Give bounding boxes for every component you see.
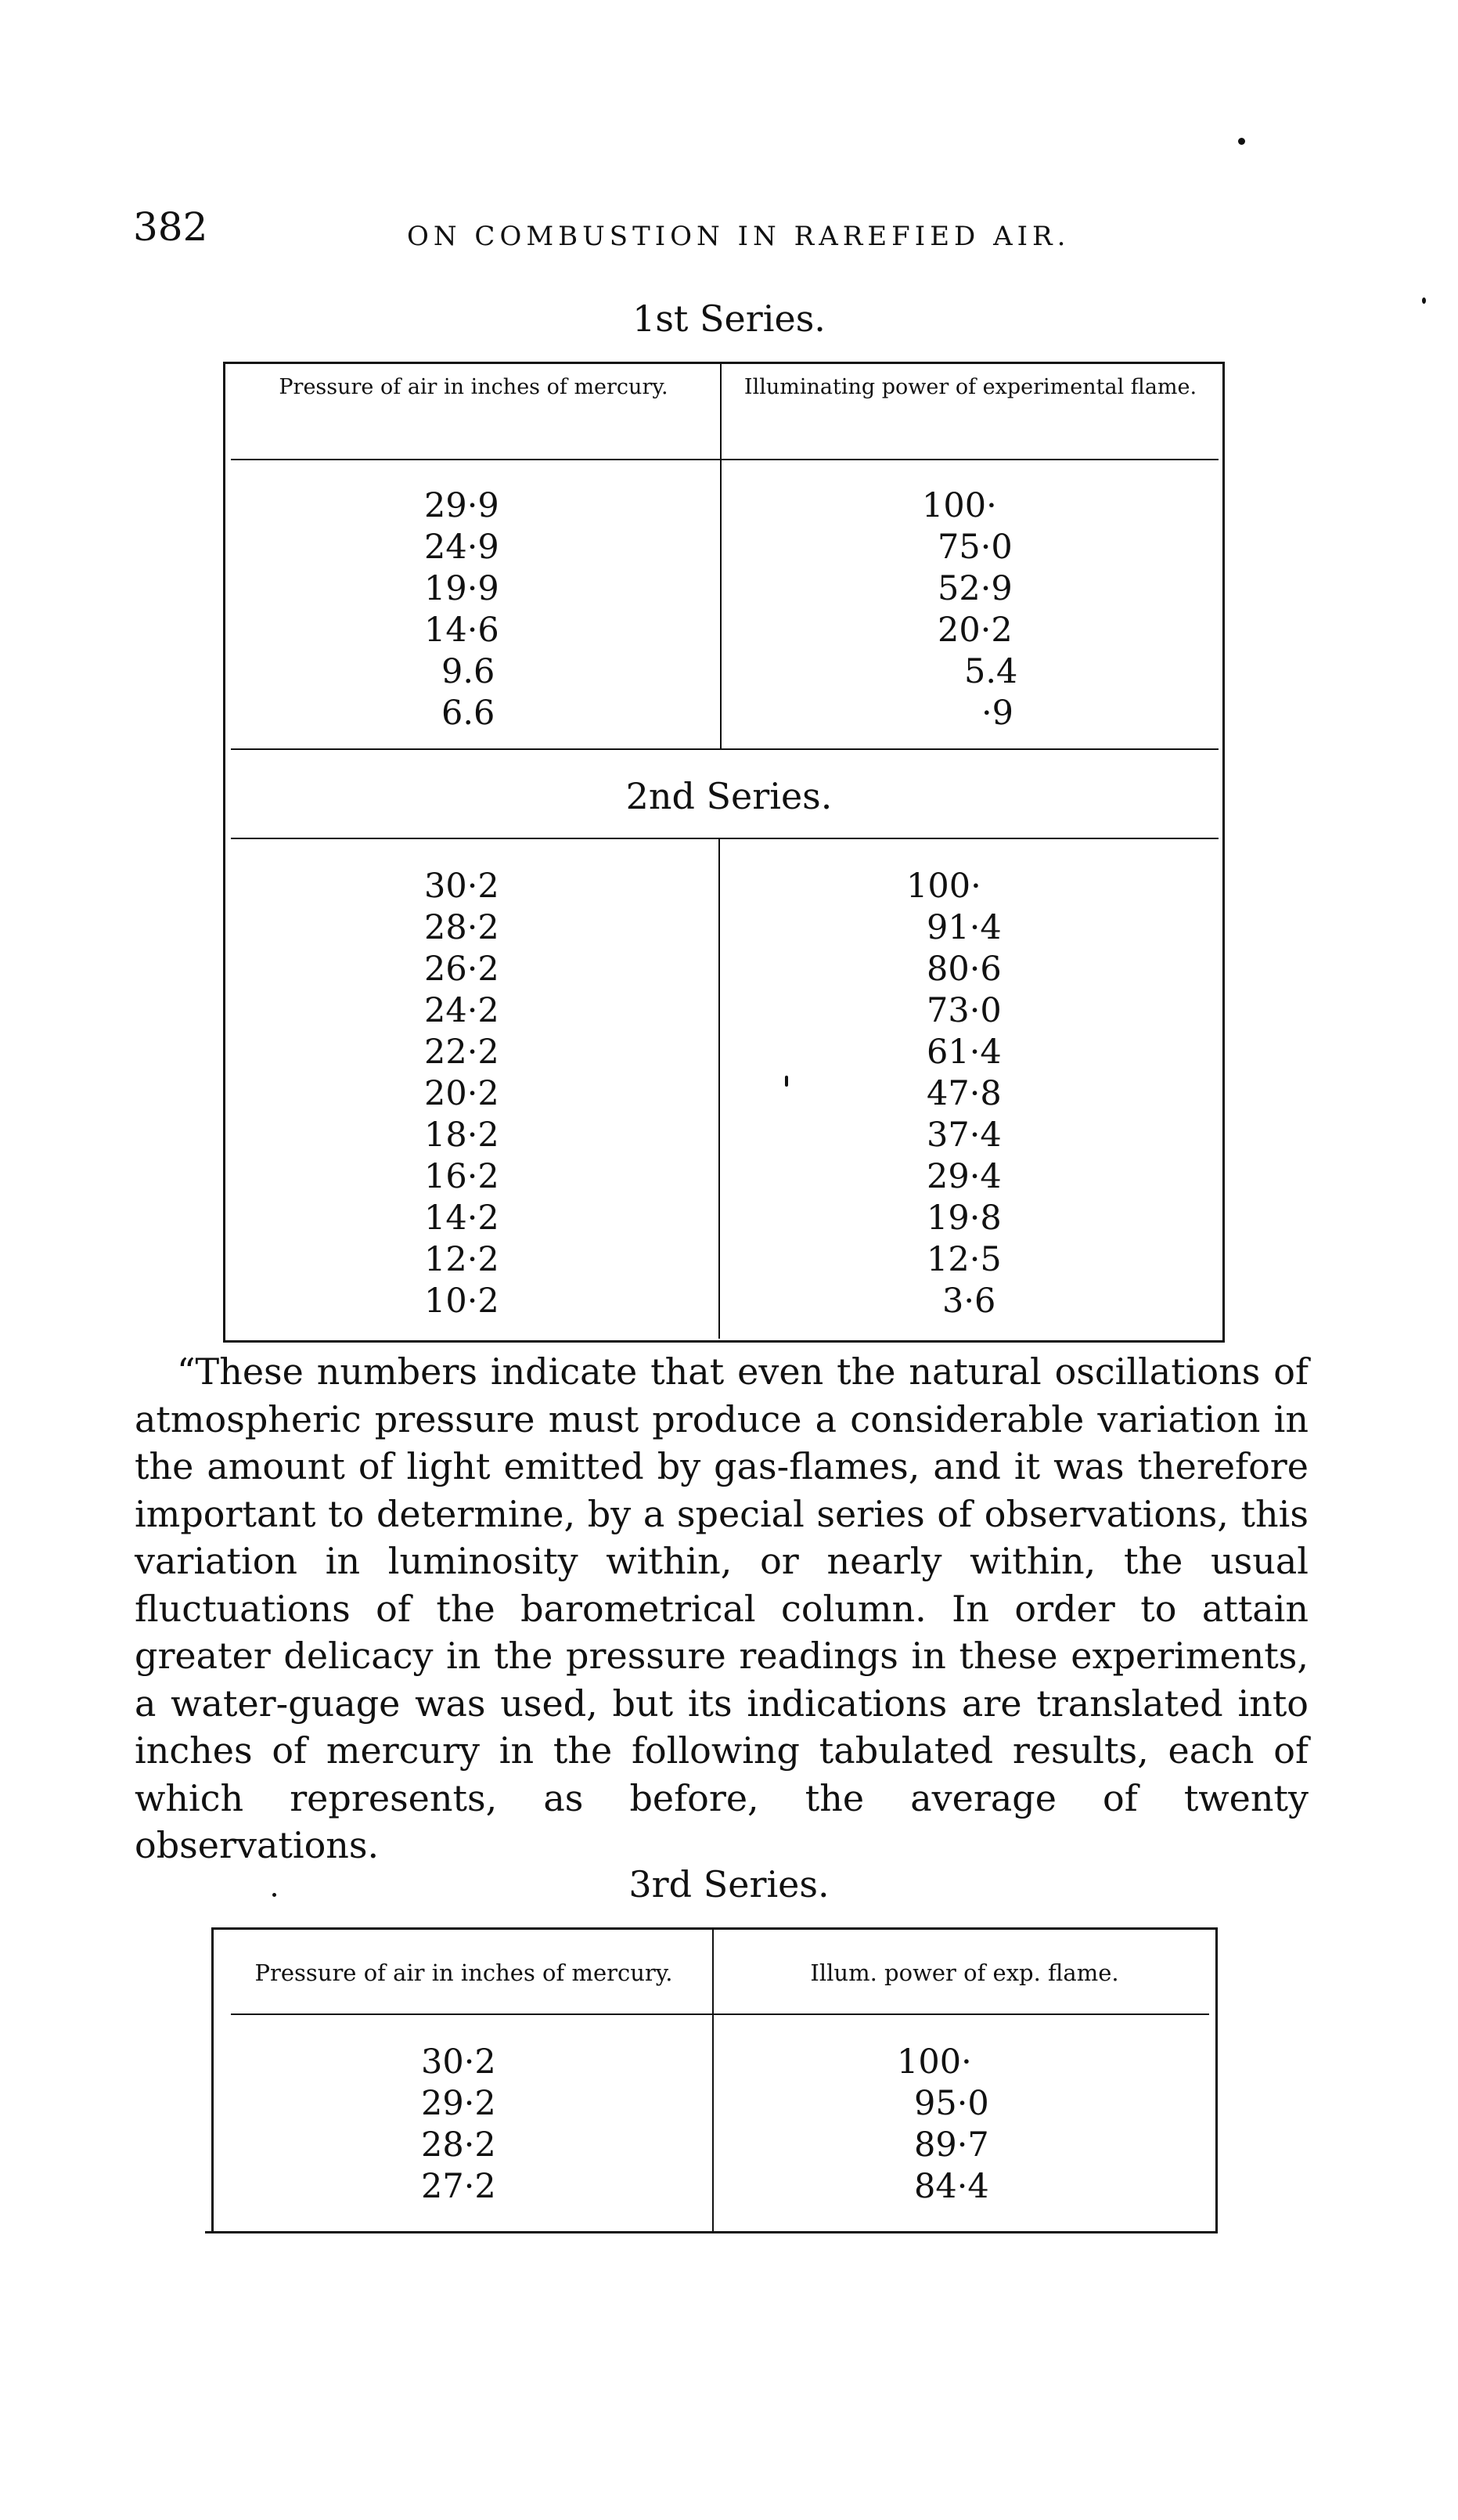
series-1-title: 1st Series. [632,297,826,340]
series-3-title: 3rd Series. [628,1863,830,1905]
column-divider-lower [718,838,720,1339]
pressure-value: 22·2 [424,1033,499,1072]
illumination-value: 100· [897,2042,972,2082]
body-paragraph: “These numbers indicate that even the natural oscillations of atmospheric pressure must produce a considerable variation in the amount of light emitted by gas-flames, and it was therefore important to determine, by a special series of observations, this variation in luminosity within, or nearly within, the usual fluctuations of the barometrical column. In order to attain greater delicacy in the pressure readings in these experiments, a water-guage was used, but its indications are translated into inches of mercury in the following tabulated results, each of which represents, as before, the average of twenty observations. [135,1350,1309,1866]
illumination-value: 47·8 [927,1074,1002,1113]
illumination-value: 89·7 [914,2125,989,2165]
pressure-value: 26·2 [424,950,499,989]
illumination-value: 52·9 [938,569,1013,608]
pressure-value: 30·2 [421,2042,496,2082]
pressure-value: 24·9 [424,528,499,567]
scan-speck [785,1076,788,1087]
illumination-column-series-2 [906,866,1002,1322]
pressure-value: 6.6 [441,694,495,733]
pressure-column-series-2 [424,866,499,1322]
column-divider [720,362,722,748]
illumination-value: 12·5 [927,1240,1002,1279]
page-number: 382 [133,204,208,250]
column-header-pressure: Pressure of air in inches of mercury. [279,375,668,399]
pressure-value: 10·2 [424,1282,499,1321]
pressure-value: 14·2 [424,1199,499,1238]
illumination-value: 61·4 [927,1033,1002,1072]
running-head: ON COMBUSTION IN RAREFIED AIR. [407,221,1071,252]
pressure-value: 27·2 [421,2167,496,2206]
pressure-value: 29·9 [424,486,499,525]
pressure-value: 28·2 [424,908,499,947]
pressure-value: 14·6 [424,611,499,650]
illumination-value: 95·0 [914,2084,989,2123]
pressure-value: 9.6 [441,652,495,691]
illumination-value: 73·0 [927,991,1002,1030]
pressure-value: 28·2 [421,2125,496,2165]
scan-speck [1238,138,1245,145]
illumination-value: ·9 [981,694,1014,733]
header-rule [231,2013,1209,2015]
illumination-column [922,485,1017,734]
table-left-border [223,362,225,1342]
pressure-column-series-3 [421,2042,496,2208]
pressure-value: 20·2 [424,1074,499,1113]
table-right-border [1222,362,1225,1342]
illumination-value: 3·6 [942,1282,996,1321]
column-divider [712,1927,714,2231]
pressure-value: 12·2 [424,1240,499,1279]
column-header-illumination: Illum. power of exp. flame. [810,1959,1119,1986]
scan-speck [272,1893,276,1897]
pressure-value: 19·9 [424,569,499,608]
series-2-header-rule [231,838,1219,839]
table-top-rule [211,1927,1218,1930]
illumination-value: 84·4 [914,2167,989,2206]
pressure-value: 30·2 [424,867,499,906]
column-header-pressure: Pressure of air in inches of mercury. [254,1959,673,1986]
table-left-border [211,1927,214,2233]
illumination-value: 75·0 [938,528,1013,567]
pressure-column [424,485,499,734]
illumination-value: 5.4 [964,652,1018,691]
illumination-value: 80·6 [927,950,1002,989]
pressure-value: 16·2 [424,1157,499,1196]
table-top-rule [223,362,1225,364]
series-2-top-rule [231,748,1219,750]
illumination-value: 91·4 [927,908,1002,947]
illumination-value: 20·2 [938,611,1013,650]
series-2-title: 2nd Series. [625,775,833,817]
illumination-value: 37·4 [927,1116,1002,1155]
header-rule [231,459,1219,460]
illumination-value: 29·4 [927,1157,1002,1196]
scan-speck [1422,297,1426,304]
illumination-value: 19·8 [927,1199,1002,1238]
illumination-value: 100· [906,867,981,906]
table-right-border [1215,1927,1218,2233]
pressure-value: 24·2 [424,991,499,1030]
table-bottom-rule [205,2231,1218,2233]
pressure-value: 29·2 [421,2084,496,2123]
column-header-illumination: Illuminating power of experimental flame. [743,375,1197,399]
illumination-value: 100· [922,486,997,525]
illumination-column-series-3 [897,2042,989,2208]
pressure-value: 18·2 [424,1116,499,1155]
table-bottom-rule [223,1340,1225,1343]
